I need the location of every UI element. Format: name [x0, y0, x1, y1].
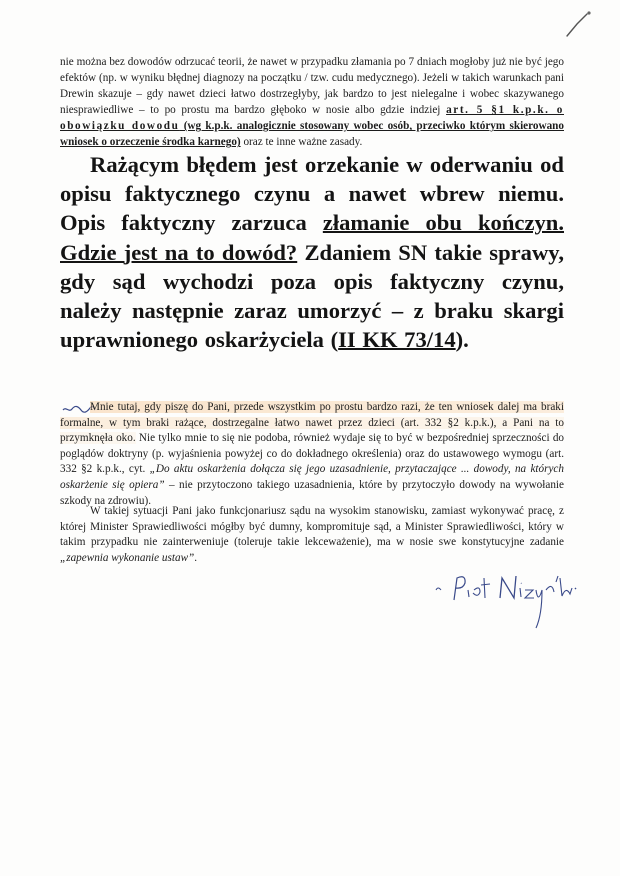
- court-case-citation: II KK 73/14: [338, 327, 456, 353]
- conclusion-text: W takiej sytuacji Pani jako funkcjonariusz sądu na wysokim stanowisku, zamiast wykonywać pracę, z której Minister Sprawiedliwości mógłby być dumny, kompromituje sąd, a Minister Sprawiedliwości, który w takim przypadku nie zainterweniuje (toleruje takie lekceważenie), ma w nosie swe konstytucyjne zadanie: [60, 505, 564, 549]
- objection-text: Nie tylko mnie to się nie podoba, również wydaje się to być w bezpośredniej sprzeczności do poglądów doktryny (p. wyjaśnienia powyżej co do dokładnego określenia) oraz do ustawowego wymogu (art. 332 §2 k.p.k., cyt.: [60, 432, 565, 476]
- emphasis-text-middle: Zdaniem SN takie sprawy, gdy sąd wychodzi poza opis faktyczny czynu, należy następnie zaraz umorzyć – z braku skargi uprawnionego oskarżyciela (: [60, 239, 564, 353]
- paragraph-conclusion: [60, 504, 564, 566]
- paragraph-emphasis: [60, 150, 564, 354]
- paragraph-intro: [60, 54, 564, 151]
- paragraph-intro-text: nie można bez dowodów odrzucać teorii, że nawet w przypadku złamania po 7 dniach mogłoby już nie być jego efektów (np. w wyniku błędnej diagnozy na początku / tzw. cudu medycznego). Jeżeli w takich warunkach pani Drewin skazuje – gdy nawet dzieci łatwo dostrzegłyby, jak bardzo to jest nielegalne i wobec skazywanego niesprawiedliwe – to po prostu ma bardzo głęboko w nosie albo gdzie indziej: [60, 56, 564, 117]
- highlighted-passage: Mnie tutaj, gdy piszę do Pani, przede wszystkim po prostu bardzo razi, że ten wniosek dalej ma braki formalne, w tym braki rażące, dostrzegalne łatwo nawet przez dzieci (art. 332 §2 k.p.k.), a Pani na to przymknęła oko.: [60, 401, 564, 445]
- statute-reference-note: (wg k.p.k. analogicznie stosowany wobec osób, przeciwko którym skierowano wniosek o orzeczenie środka karnego): [60, 120, 564, 149]
- conclusion-text-end: .: [194, 551, 198, 564]
- emphasis-underlined-question: złamanie obu kończyn. Gdzie jest na to dowód?: [60, 210, 564, 265]
- statute-quote: „Do aktu oskarżenia dołącza się jego uzasadnienie, przytaczające ... dowody, na których oskarżenie się opiera”: [60, 463, 564, 491]
- statute-reference-spaced: art. 5 §1 k.p.k. o obowiązku dowodu: [60, 104, 564, 133]
- paragraph-objection: [60, 400, 564, 509]
- pen-mark-icon: [563, 10, 593, 40]
- emphasis-text-start: Rażącym błędem jest orzekanie w oderwaniu od opisu faktycznego czynu a nawet wbrew niemu. Opis faktyczny zarzuca: [60, 152, 564, 236]
- emphasis-text-end: ).: [455, 327, 469, 353]
- constitutional-quote: „zapewnia wykonanie ustaw”: [60, 551, 195, 564]
- paragraph-intro-ending: oraz te inne ważne zasady.: [240, 136, 363, 149]
- handwritten-signature: [432, 570, 582, 632]
- objection-text-end: – nie przytoczono takiego uzasadnienia, które by przytoczyło dowody na wywołanie szkody na zdrowiu).: [60, 478, 564, 507]
